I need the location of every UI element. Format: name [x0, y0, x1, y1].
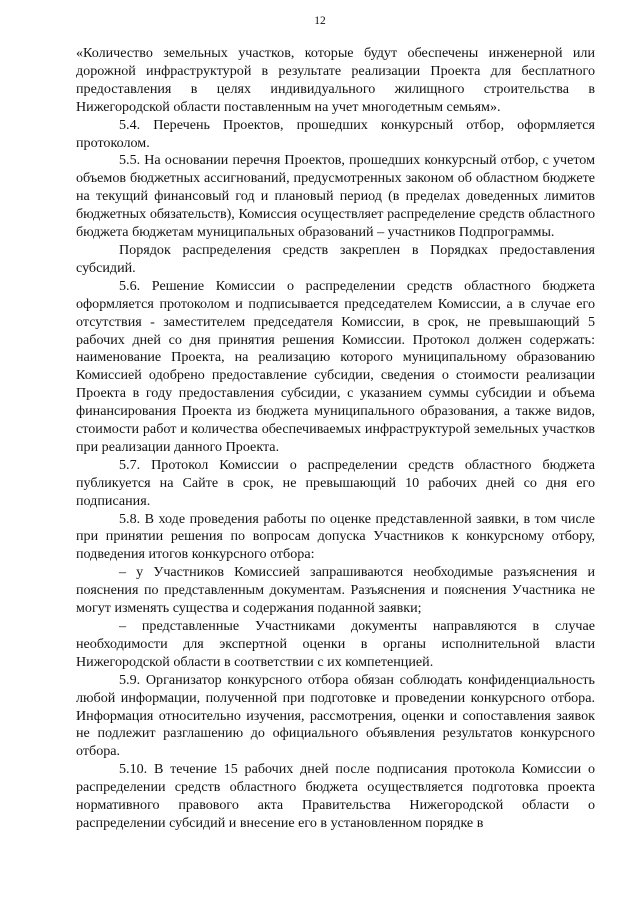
paragraph-5-10: 5.10. В течение 15 рабочих дней после подписания протокола Комиссии о распределении средств областного бюджета осуществляется подготовка проекта нормативного правового акта Правительства Нижегородской области о распределении субсидий и внесение его в установленном порядке в: [76, 761, 595, 831]
list-item-clarifications: – у Участников Комиссией запрашиваются необходимые разъяснения и пояснения по представленным документам. Разъяснения и пояснения Участника не могут изменять существа и содержания поданной заявки;: [76, 564, 595, 617]
paragraph-5-6: 5.6. Решение Комиссии о распределении средств областного бюджета оформляется протоколом и подписывается председателем Комиссии, а в случае его отсутствия - заместителем председателя Комиссии, в срок, не превышающий 5 рабочих дней со дня принятия решения Комиссии. Протокол должен содержать: наименование Проекта, на реализацию которого муниципальному образованию Комиссией одобрено предоставление субсидии, сведения о стоимости реализации Проекта в году предоставления субсидии, с указанием суммы субсидии и объема финансирования Проекта из бюджета муниципального образования, а также видов, стоимости работ и количества обеспечиваемых инфраструктурой земельных участков при реализации данного Проекта.: [76, 277, 595, 455]
paragraph-5-5: 5.5. На основании перечня Проектов, прошедших конкурсный отбор, с учетом объемов бюджетных ассигнований, предусмотренных законом об областном бюджете на текущий финансовый год и плановый период (в пределах доведенных лимитов бюджетных обязательств), Комиссия осуществляет распределение средств областного бюджета бюджетам муниципальных образований – участников Подпрограммы.: [76, 152, 595, 241]
paragraph-distribution-procedure: Порядок распределения средств закреплен в Порядках предоставления субсидий.: [76, 241, 595, 276]
paragraph-5-7: 5.7. Протокол Комиссии о распределении средств областного бюджета публикуется на Сайте в срок, не превышающий 10 рабочих дней со дня его подписания.: [76, 456, 595, 509]
page-number: 12: [314, 15, 326, 27]
document-body: [76, 45, 595, 833]
paragraph-5-4: 5.4. Перечень Проектов, прошедших конкурсный отбор, оформляется протоколом.: [76, 116, 595, 151]
paragraph-5-8: 5.8. В ходе проведения работы по оценке представленной заявки, в том числе при принятии решения по вопросам допуска Участников к конкурсному отбору, подведения итогов конкурсного отбора:: [76, 510, 595, 563]
paragraph-5-9: 5.9. Организатор конкурсного отбора обязан соблюдать конфиденциальность любой информации, полученной при подготовке и проведении конкурсного отбора. Информация относительно изучения, рассмотрения, оценки и сопоставления заявок не подлежит разглашению до официального объявления результатов конкурсного отбора.: [76, 671, 595, 760]
list-item-expert-review: – представленные Участниками документы направляются в случае необходимости для экспертной оценки в органы исполнительной власти Нижегородской области в соответствии с их компетенцией.: [76, 618, 595, 670]
paragraph-quote-land-plots: «Количество земельных участков, которые будут обеспечены инженерной или дорожной инфраструктурой в результате реализации Проекта для бесплатного предоставления в целях индивидуального жилищного строительства в Нижегородской области поставленным на учет многодетным семьям».: [76, 45, 595, 115]
